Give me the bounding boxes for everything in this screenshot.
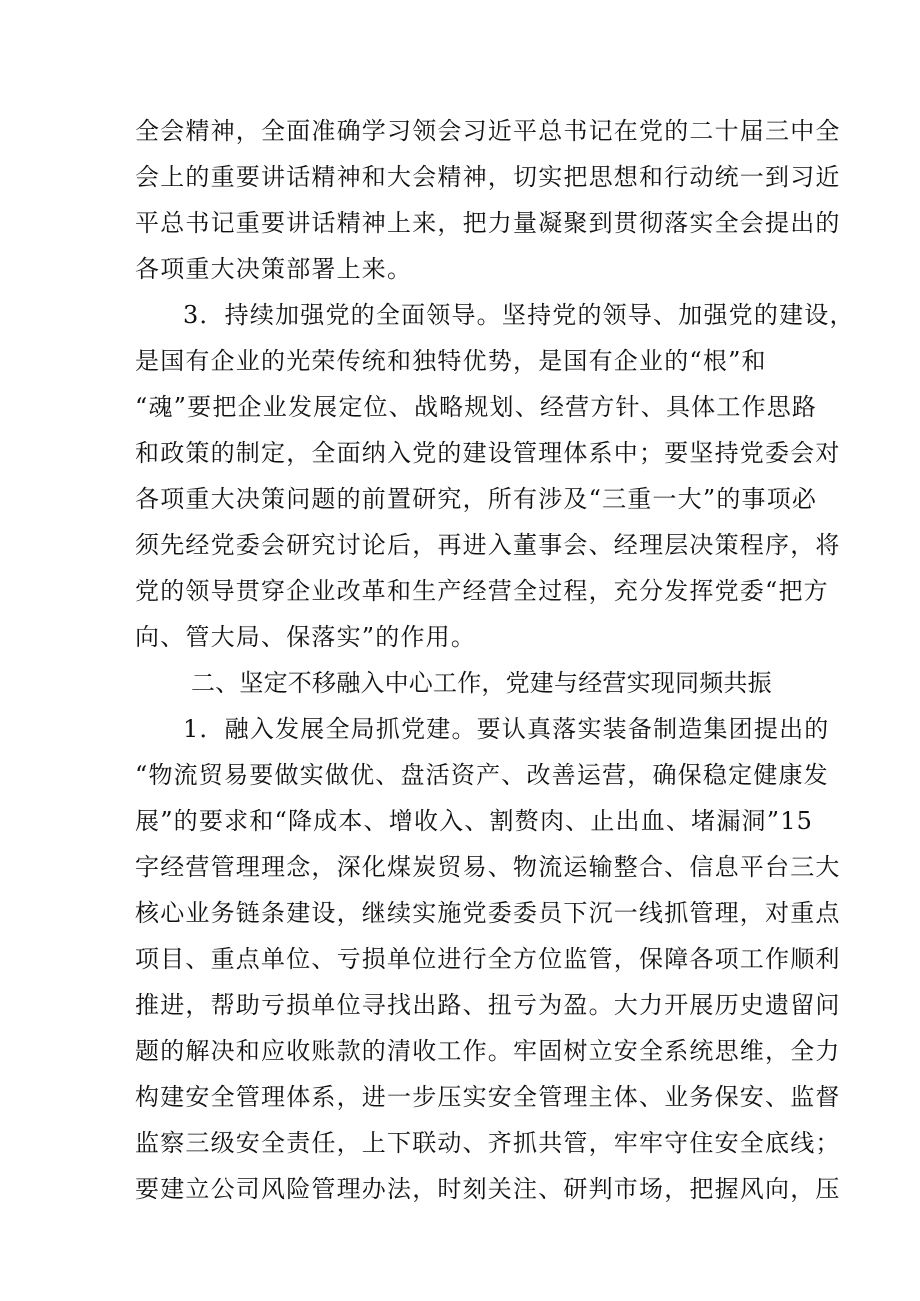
section-heading: 二、坚定不移融入中心工作，党建与经营实现同频共振 — [191, 669, 772, 697]
paragraph-line-item-1: 1．融入发展全局抓党建。要认真落实装备制造集团提出的 — [183, 715, 830, 743]
paragraph-line: 须先经党委会研究讨论后，再进入董事会、经理层决策程序，将 — [135, 531, 841, 559]
document-body — [135, 108, 855, 1212]
paragraph-line: 平总书记重要讲话精神上来，把力量凝聚到贯彻落实全会提出的 — [135, 209, 841, 237]
paragraph-line: 构建安全管理体系，进一步压实安全管理主体、业务保安、监督 — [135, 1083, 841, 1111]
paragraph-line: 项目、重点单位、亏损单位进行全方位监管，保障各项工作顺利 — [135, 945, 841, 973]
paragraph-line: 各项重大决策部署上来。 — [135, 255, 413, 283]
paragraph-line: “魂”要把企业发展定位、战略规划、经营方针、具体工作思路 — [135, 393, 818, 421]
paragraph-line: 是国有企业的光荣传统和独特优势，是国有企业的“根”和 — [135, 347, 767, 375]
paragraph-line: 全会精神，全面准确学习领会习近平总书记在党的二十届三中全 — [135, 117, 841, 145]
paragraph-line: 要建立公司风险管理办法，时刻关注、研判市场，把握风向，压 — [135, 1175, 841, 1203]
paragraph-line: 展”的要求和“降成本、增收入、割赘肉、止出血、堵漏洞”15 — [135, 807, 814, 835]
paragraph-line: 和政策的制定，全面纳入党的建设管理体系中；要坚持党委会对 — [135, 439, 841, 467]
paragraph-line: 题的解决和应收账款的清收工作。牢固树立安全系统思维，全力 — [135, 1037, 841, 1065]
paragraph-line: 党的领导贯穿企业改革和生产经营全过程，充分发挥党委“把方 — [135, 577, 829, 605]
paragraph-line: 核心业务链条建设，继续实施党委委员下沉一线抓管理，对重点 — [135, 899, 841, 927]
paragraph-line: 字经营管理理念，深化煤炭贸易、物流运输整合、信息平台三大 — [135, 853, 841, 881]
paragraph-line: 推进，帮助亏损单位寻找出路、扭亏为盈。大力开展历史遗留问 — [135, 991, 841, 1019]
paragraph-line-item-3: 3．持续加强党的全面领导。坚持党的领导、加强党的建设， — [183, 301, 855, 329]
paragraph-line: 各项重大决策问题的前置研究，所有涉及“三重一大”的事项必 — [135, 485, 818, 513]
paragraph-line: 会上的重要讲话精神和大会精神，切实把思想和行动统一到习近 — [135, 163, 841, 191]
paragraph-line: 向、管大局、保落实”的作用。 — [135, 623, 477, 651]
paragraph-line: “物流贸易要做实做优、盘活资产、改善运营，确保稳定健康发 — [135, 761, 829, 789]
paragraph-line: 监察三级安全责任，上下联动、齐抓共管，牢牢守住安全底线； — [135, 1129, 841, 1157]
